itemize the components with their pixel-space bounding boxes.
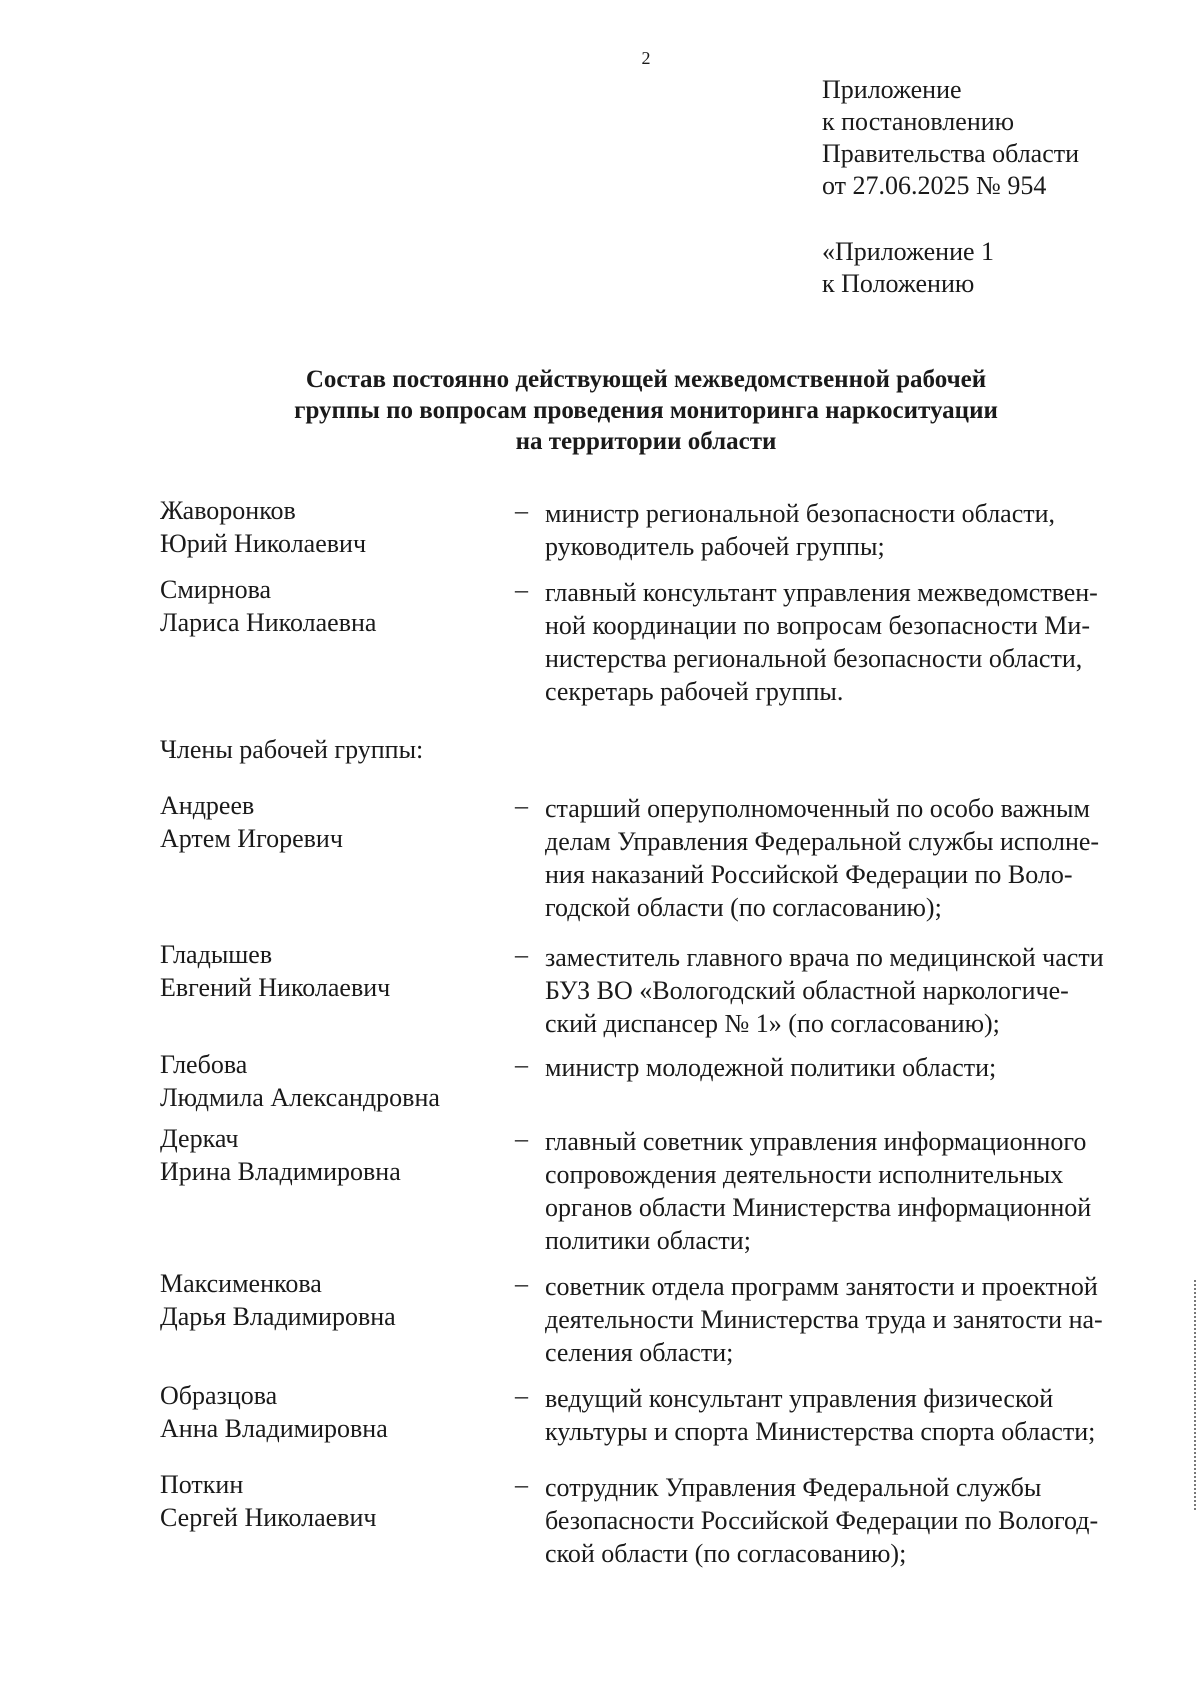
position-description (545, 1122, 1145, 1257)
list-item (160, 1048, 1170, 1114)
description-line: ской области (по согласованию); (545, 1539, 907, 1568)
position-description (545, 1379, 1145, 1448)
description-line: культуры и спорта Министерства спорта области; (545, 1417, 1096, 1446)
dash-separator: – (515, 496, 528, 525)
description-line: главный консультант управления межведомствен- (545, 578, 1098, 607)
given-name: Юрий Николаевич (160, 529, 367, 558)
description-line: заместитель главного врача по медицинской части (545, 943, 1104, 972)
composition-list (160, 494, 1170, 1570)
description-line: делам Управления Федеральной службы исполне- (545, 827, 1100, 856)
appendix-reference-line: «Приложение 1 (822, 237, 995, 266)
description-line: ведущий консультант управления физической (545, 1384, 1054, 1413)
dash-separator: – (515, 1124, 528, 1153)
description-line: политики области; (545, 1226, 751, 1255)
person-name (160, 494, 500, 560)
given-name: Анна Владимировна (160, 1414, 388, 1443)
dash-separator: – (515, 1381, 528, 1410)
given-name: Евгений Николаевич (160, 973, 391, 1002)
description-line: министр молодежной политики области; (545, 1053, 997, 1082)
appendix-line: к постановлению (822, 107, 1015, 136)
title-line: Состав постоянно действующей межведомственной рабочей (305, 366, 987, 393)
person-name (160, 1267, 500, 1333)
scan-edge-mark (1194, 1280, 1198, 1510)
person-name (160, 789, 500, 855)
appendix-line: от 27.06.2025 № 954 (822, 171, 1047, 200)
dash-separator: – (515, 1470, 528, 1499)
description-line: ский диспансер № 1» (по согласованию); (545, 1009, 1000, 1038)
person-name (160, 1468, 500, 1534)
description-line: ной координации по вопросам безопасности Ми- (545, 611, 1090, 640)
description-line: сотрудник Управления Федеральной службы (545, 1473, 1042, 1502)
surname: Жаворонков (160, 496, 296, 525)
list-item (160, 1468, 1170, 1570)
description-line: секретарь рабочей группы. (545, 677, 844, 706)
list-item (160, 494, 1170, 563)
title-line: группы по вопросам проведения мониторинга наркоситуации (294, 397, 998, 424)
position-description (545, 789, 1145, 924)
given-name: Сергей Николаевич (160, 1503, 377, 1532)
page-number: 2 (641, 48, 651, 68)
position-description (545, 573, 1145, 708)
surname: Образцова (160, 1381, 278, 1410)
list-item (160, 1122, 1170, 1257)
surname: Гладышев (160, 940, 273, 969)
position-description (545, 494, 1145, 563)
dash-separator: – (515, 1269, 528, 1298)
given-name: Артем Игоревич (160, 824, 343, 853)
appendix-line: Приложение (822, 75, 962, 104)
description-line: БУЗ ВО «Вологодский областной наркологиче- (545, 976, 1069, 1005)
description-line: сопровождения деятельности исполнительных (545, 1160, 1064, 1189)
person-name (160, 1048, 500, 1114)
document-title (160, 364, 1132, 457)
surname: Смирнова (160, 575, 272, 604)
description-line: руководитель рабочей группы; (545, 532, 885, 561)
surname: Деркач (160, 1124, 239, 1153)
description-line: министр региональной безопасности области, (545, 499, 1056, 528)
surname: Максименкова (160, 1269, 322, 1298)
description-line: советник отдела программ занятости и проектной (545, 1272, 1098, 1301)
title-line: на территории области (515, 428, 777, 455)
dash-separator: – (515, 791, 528, 820)
position-description (545, 1267, 1145, 1369)
person-name (160, 1122, 500, 1188)
description-line: безопасности Российской Федерации по Вологод- (545, 1506, 1099, 1535)
list-item (160, 573, 1170, 708)
surname: Андреев (160, 791, 255, 820)
person-name (160, 938, 500, 1004)
description-line: ния наказаний Российской Федерации по Воло- (545, 860, 1073, 889)
position-description (545, 938, 1145, 1040)
surname: Глебова (160, 1050, 248, 1079)
list-item (160, 1267, 1170, 1369)
given-name: Дарья Владимировна (160, 1302, 396, 1331)
person-name (160, 573, 500, 639)
person-name (160, 1379, 500, 1445)
given-name: Ирина Владимировна (160, 1157, 401, 1186)
appendix-line: Правительства области (822, 139, 1080, 168)
description-line: главный советник управления информационного (545, 1127, 1087, 1156)
dash-separator: – (515, 1050, 528, 1079)
dash-separator: – (515, 575, 528, 604)
position-description (545, 1048, 1145, 1084)
description-line: годской области (по согласованию); (545, 893, 942, 922)
description-line: деятельности Министерства труда и занятости на- (545, 1305, 1103, 1334)
appendix-reference-line: к Положению (822, 269, 975, 298)
position-description (545, 1468, 1145, 1570)
list-item (160, 938, 1170, 1040)
description-line: старший оперуполномоченный по особо важным (545, 794, 1090, 823)
dash-separator: – (515, 940, 528, 969)
list-item (160, 1379, 1170, 1448)
given-name: Людмила Александровна (160, 1083, 440, 1112)
list-item (160, 789, 1170, 924)
given-name: Лариса Николаевна (160, 608, 377, 637)
description-line: селения области; (545, 1338, 734, 1367)
description-line: нистерства региональной безопасности области, (545, 644, 1083, 673)
description-line: органов области Министерства информационной (545, 1193, 1092, 1222)
surname: Поткин (160, 1470, 244, 1499)
members-heading: Члены рабочей группы: (160, 735, 424, 764)
appendix-header (822, 74, 1079, 202)
appendix-reference (822, 236, 994, 300)
